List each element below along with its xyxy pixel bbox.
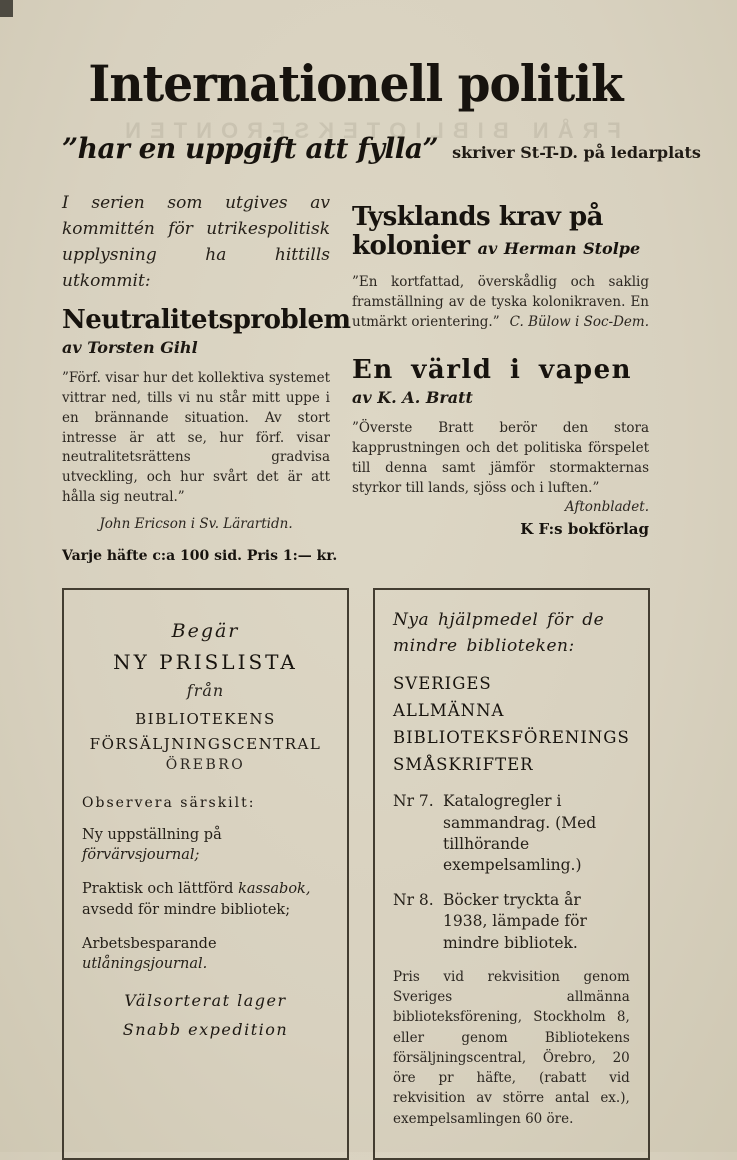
book2-review-text: ”En kortfattad, överskådlig och saklig framställning av de tyska kolonikraven. En utmärkt orientering.” <box>352 274 649 330</box>
series-intro: I serien som utgives av kommittén för utrikespolitisk upplysning ha hittills utkommit: <box>62 193 330 291</box>
book2-author: av Herman Stolpe <box>477 239 641 259</box>
org-line1: BIBLIOTEKENS <box>135 710 276 729</box>
book1-author: av Torsten Gihl <box>62 338 198 358</box>
nr7-item <box>393 791 630 877</box>
book3-author: av K. A. Bratt <box>352 388 473 408</box>
caps-line1: SVERIGES <box>393 674 492 694</box>
begar-label: Begär <box>171 620 240 643</box>
two-column-section <box>62 191 649 564</box>
subtitle-attribution: skriver St-T-D. på ledarplats <box>452 143 701 163</box>
item1-italic: förvärvsjournal; <box>82 847 200 864</box>
scan-artifact <box>0 0 13 17</box>
right-column <box>352 191 649 564</box>
caps-line2: ALLMÄNNA <box>393 701 505 721</box>
smaskrifter-org <box>393 671 630 778</box>
item3-italic: utlåningsjournal. <box>82 956 208 973</box>
book3-title: En värld i vapen <box>352 355 633 386</box>
nr8-item <box>393 890 630 954</box>
book1-review-source: John Ericson i Sv. Lärartidn. <box>99 516 293 533</box>
subtitle-quote: ”har en uppgift att fylla” <box>62 132 439 166</box>
observe-item-1 <box>82 825 329 866</box>
observe-heading: Observera särskilt: <box>82 794 256 811</box>
book2-review-source: C. Bülow i Soc-Dem. <box>509 313 649 330</box>
publisher-name: K F:s bokförlag <box>520 520 649 539</box>
book1-title: Neutralitetsproblem <box>62 305 351 336</box>
caps-line4: SMÅSKRIFTER <box>393 754 534 774</box>
observe-item-2 <box>82 879 329 920</box>
nr7-text: Katalogregler i sammandrag. (Med tillhörande exempelsamling.) <box>443 792 597 875</box>
item2-text: Praktisk och lättförd <box>82 881 239 898</box>
nr7-label: Nr 7. <box>393 792 434 811</box>
subtitle <box>62 132 701 166</box>
nr8-text: Böcker tryckta år 1938, lämpade för mindre bibliotek. <box>443 890 587 952</box>
book1-review: ”Förf. visar hur det kollektiva systemet vittrar ned, tills vi nu står mitt uppe i en brännande situation. Av stort intresse är att se, hur förf. visar neutralitetsrättens gradvisa utveckling, och hur svårt det är att hålla sig neutral.” <box>62 370 330 505</box>
item2-text-post: avsedd för mindre bibliotek; <box>82 901 291 918</box>
smaskrifter-advert <box>373 588 650 1160</box>
tagline-2: Snabb expedition <box>122 1019 289 1039</box>
page-title: Internationell politik <box>88 55 623 114</box>
observe-item-3 <box>82 934 329 975</box>
book2-title-line1: Tysklands krav på <box>352 202 603 233</box>
price-note: Pris vid rekvisition genom Sveriges allmänna biblioteksförening, Stockholm 8, eller genom Bibliotekens försäljningscentral, Örebro, 20 öre pr häfte, (rabatt vid rekvisition av större antal ex.), exempelsamlingen 60 öre. <box>393 968 630 1127</box>
org-city: ÖREBRO <box>165 756 246 773</box>
nr8-label: Nr 8. <box>393 890 434 909</box>
book3-review-text: ”Överste Bratt berör den stora kapprustningen och det politiska förspelet till denna samt jämför stormakternas styrkor till lands, sjöss och i luften.” <box>352 420 649 496</box>
org-name <box>82 707 329 757</box>
org-line2: FÖRSÄLJNINGSCENTRAL <box>89 735 322 754</box>
book2-title-line2: kolonier <box>352 231 470 262</box>
item3-text: Arbetsbesparande <box>82 936 217 953</box>
smaskrifter-intro: Nya hjälpmedel för de mindre biblioteken: <box>393 610 605 656</box>
price-line: Varje häfte c:a 100 sid. Pris 1:— kr. <box>62 548 338 565</box>
ny-prislista-label: NY PRISLISTA <box>113 650 298 675</box>
item1-text: Ny uppställning på <box>82 826 222 843</box>
book3-review <box>352 419 649 516</box>
fran-label: från <box>186 681 225 701</box>
price-list-advert <box>62 588 349 1160</box>
book2-review <box>352 273 649 332</box>
book3-review-source: Aftonbladet. <box>564 499 649 516</box>
item2-italic: kassabok, <box>238 881 311 898</box>
show-through-text: FRÅN BIBLIOTEKSFRONTEN <box>116 118 621 143</box>
left-column <box>62 191 351 565</box>
caps-line3: BIBLIOTEKSFÖRENINGS <box>393 727 630 747</box>
tagline-1: Välsorterat lager <box>124 990 287 1010</box>
book2-title <box>352 203 649 261</box>
advert-boxes <box>62 588 649 1160</box>
